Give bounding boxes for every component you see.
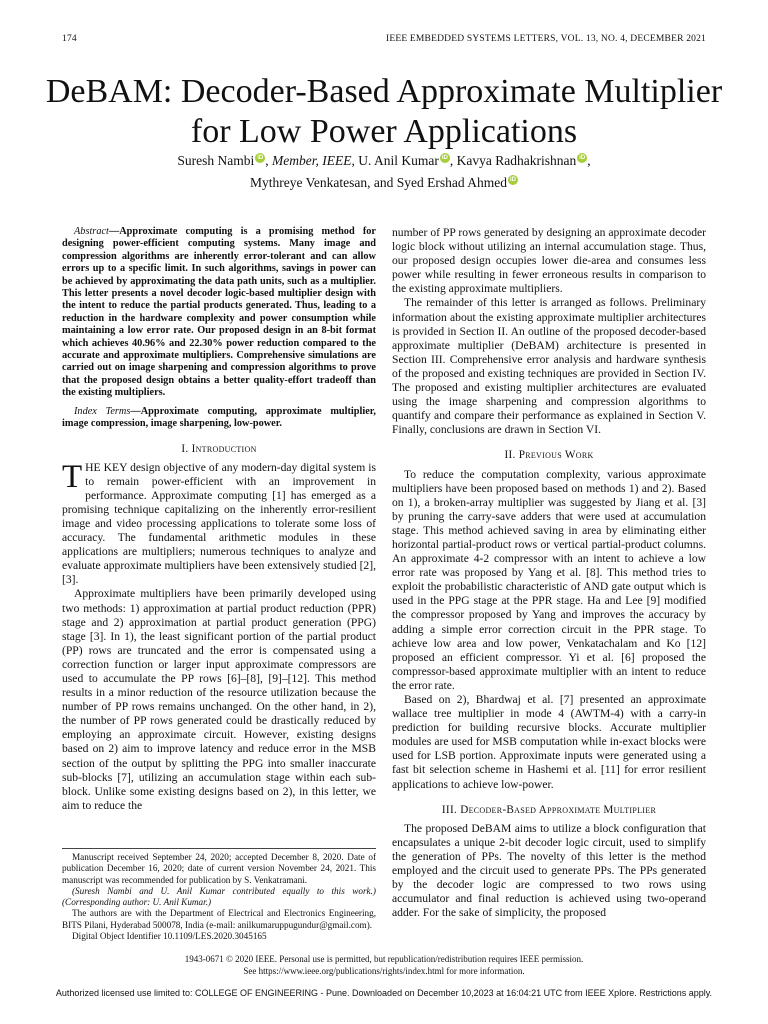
author-name: Suresh Nambi <box>177 153 255 168</box>
license-notice: Authorized licensed use limited to: COLLEGE OF ENGINEERING - Pune. Downloaded on December 10,2023 at 16:04:21 UTC from IEEE Xplore. Restrictions apply. <box>55 988 713 998</box>
title-line-2: for Low Power Applications <box>190 113 578 150</box>
index-terms-label: Index Terms <box>74 405 131 417</box>
copyright-line: 1943-0671 © 2020 IEEE. Personal use is permitted, but republication/redistribution requires IEEE permission. <box>184 954 584 964</box>
title-line-1: DeBAM: Decoder-Based Approximate Multiplier <box>45 73 723 110</box>
previous-work-paragraph: Based on 2), Bhardwaj et al. [7] presented an approximate wallace tree multiplier in mode 4 (AWTM-4) with a carry-in prediction for building recursive blocks. Accurate multiplier modules are used for MSB computation while in-exact blocks were used for LSB portion. Approximate inputs were generated using a fast bit selection scheme in Hashemi et al. [11] for error resilient applications to achieve low-power. <box>392 693 706 791</box>
index-terms-text: Approximate computing, approximate multiplier, image compression, image sharpening, low-power. <box>62 405 376 430</box>
footnote-manuscript: Manuscript received September 24, 2020; accepted December 8, 2020. Date of publication December 16, 2020; date of current version November 24, 2021. This manuscript was recommended for publication by S. Venkatramani. <box>62 852 376 885</box>
orcid-icon[interactable]: iD <box>441 155 448 161</box>
orcid-icon[interactable]: iD <box>257 155 264 161</box>
footnote-block <box>62 852 376 942</box>
intro-paragraph: Approximate multipliers have been primarily developed using two methods: 1) approximation at partial product reduction (PPR) stage and 2) approximation at partial product generation (PPG) stage [3]. In 1), the least significant portion of the partial product (PP) rows are truncated and the error is compensated using a correction function or larger input approximate compressors are used to accumulate the PP rows [6]–[8], [9]–[12]. This method results in a minor reduction of the resource utilization because the number of PP rows remains unchanged. On the other hand, in 2), the number of PP rows generated could be drastically reduced by employing an approximate circuit. However, existing designs based on 2) aim to improve latency and reduce error in the MSB section of the output by splitting the PPG into smaller inaccurate sub-blocks [7], utilizing an accumulation stage within each sub-block. Unlike some existing designs based on 2), in this letter, we aim to reduce the <box>62 587 376 812</box>
author-name: Syed Ershad Ahmed <box>396 175 507 190</box>
footnote-rule <box>62 848 376 849</box>
author-membership: Member, IEEE <box>272 153 352 168</box>
decoder-paragraph: The proposed DeBAM aims to utilize a block configuration that encapsulates a unique 2-bit decoder logic circuit, used to simplify the generation of PPs. The novelty of this letter is the method employed and the circuit used to generate PPs. The PPs generated by the decoder logic are compressed to two rows using accumulator and final reduction is achieved using two-operand adder. For the sake of simplicity, the proposed <box>392 821 706 920</box>
orcid-icon[interactable]: iD <box>509 177 516 183</box>
copyright-notice <box>0 954 768 977</box>
footnote-affiliation: The authors are with the Department of Electrical and Electronics Engineering, BITS Pilani, Hyderabad 500078, India (e-mail: anilkumaruppugundur@gmail.com). <box>62 908 376 930</box>
author-name: Kavya Radhakrishnan <box>456 153 577 168</box>
index-terms: Index Terms—Approximate computing, approximate multiplier, image compression, image sharpening, low-power. <box>62 405 376 430</box>
section-heading-decoder: III. Decoder-Based Approximate Multiplier <box>441 803 657 816</box>
abstract-label: Abstract <box>74 226 109 237</box>
author-name: U. Anil Kumar <box>358 153 439 168</box>
drop-cap: T <box>62 458 83 495</box>
orcid-icon[interactable]: iD <box>579 155 586 161</box>
running-header <box>62 34 706 44</box>
right-column <box>392 226 706 920</box>
section-heading-previous-work: II. Previous Work <box>504 449 594 462</box>
author-conjunction: , and <box>367 175 397 190</box>
left-column <box>62 226 376 813</box>
paper-title <box>0 72 768 152</box>
intro-paragraph: number of PP rows generated by designing an approximate decoder logic block without utilizing an internal accumulation stage. Thus, our proposed design occupies lower die-area and consumes less power while resulting in fewer erroneous results in comparison to the existing approximate multipliers. <box>392 226 706 296</box>
footnote-doi: Digital Object Identifier 10.1109/LES.2020.3045165 <box>72 931 267 942</box>
previous-work-paragraph: To reduce the computation complexity, various approximate multipliers have been proposed based on methods 1) and 2). Based on 1), a broken-array multiplier was suggested by Jiang et al. [3] by pruning the carry-save adders that were used at accumulation stage. This method achieved saving in area by eliminating either horizontal partial-product rows or vertical partial-product columns. An approximate 4-2 compressor with an intent to achieve a low error rate was proposed by Yang et al. [8]. This method tries to exploit the probabilistic characteristic of AND gate output which is used in the PPG stage at the PPR stage. Ha and Lee [9] modified the compressor proposed by Yang and improves the accuracy by adding a simple error correction circuit in the PPR stage. To achieve low area and low power, Venkatachalam and Ko [12] proposed an efficient compressor. Yi et al. [6] proposed the compressor-based approximate multiplier with an intent to reduce the error rate. <box>392 467 706 692</box>
intro-paragraph: The remainder of this letter is arranged as follows. Preliminary information about the existing approximate multiplier architectures is provided in Section II. An outline of the proposed decoder-based approximate multiplier (DeBAM) architecture is presented in Section III. Comprehensive error analysis and hardware synthesis of the proposed and existing techniques are provided in Section IV. The proposed and existing multiplier architectures are evaluated using the image sharpening and compression algorithms to quantify and compare their performance as explained in Section V. Finally, conclusions are drawn in Section VI. <box>392 296 706 437</box>
page-number: 174 <box>62 34 77 44</box>
author-name: Mythreye Venkatesan <box>250 175 368 190</box>
rights-link[interactable]: See https://www.ieee.org/publications/rights/index.html for more information. <box>243 965 525 976</box>
footnote-contribution: (Suresh Nambi and U. Anil Kumar contributed equally to this work.) (Corresponding author: U. Anil Kumar.) <box>62 885 376 908</box>
abstract: Abstract—Approximate computing is a promising method for designing power-efficient computing systems. Many image and compression algorithms are inherently error-tolerant and can allow errors up to a specific limit. In such algorithms, savings in power can be achieved by approximating the data path units, such as a multiplier. This letter presents a novel decoder logic-based multiplier design with the intent to reduce the partial products generated. Thus, leading to a reduction in the hardware complexity and power consumption while maintaining a low error rate. Our proposed design in an 8-bit format which achieves 40.96% and 22.30% power reduction compared to the accurate and approximate multipliers. Comprehensive simulations are carried out on image sharpening and compression algorithms to prove that the proposed design obtains a better quality-effort tradeoff than the existing multipliers. <box>62 226 376 399</box>
intro-paragraph: THE KEY design objective of any modern-day digital system is to remain power-efficient with an improvement in performance. Approximate computing [1] has emerged as a promising technique capitalizing on the inherently error-resilient image and video processing applications to tolerate some loss of accuracy. The fundamental arithmetic modules in these applications are multipliers; numerous techniques to analyze and evaluate approximate multipliers have been extensively studied [2], [3]. <box>62 458 376 587</box>
author-list: Suresh Nambi iD , Member, IEEE, U. Anil Kumar iD , Kavya Radhakrishnan iD , Mythreye Venkatesan, and Syed Ershad Ahmed iD <box>177 153 591 190</box>
section-heading-introduction: I. Introduction <box>181 442 257 455</box>
journal-header: IEEE EMBEDDED SYSTEMS LETTERS, VOL. 13, NO. 4, DECEMBER 2021 <box>385 34 706 44</box>
abstract-text: Approximate computing is a promising method for designing power-efficient computing systems. Many image and compression algorithms are inherently error-tolerant and can allow errors up to a specific limit. In such algorithms, savings in power can be achieved by approximating the data path units, such as a multiplier. This letter presents a novel decoder logic-based multiplier design with the intent to reduce the partial products generated. Thus, leading to a reduction in the hardware complexity and power consumption while maintaining a low error rate. Our proposed design in an 8-bit format which achieves 40.96% and 22.30% power reduction compared to the accurate and approximate multipliers. Comprehensive simulations are carried out on image sharpening and compression algorithms to prove that the proposed design obtains a better quality-effort tradeoff than the existing multipliers. <box>62 226 376 399</box>
